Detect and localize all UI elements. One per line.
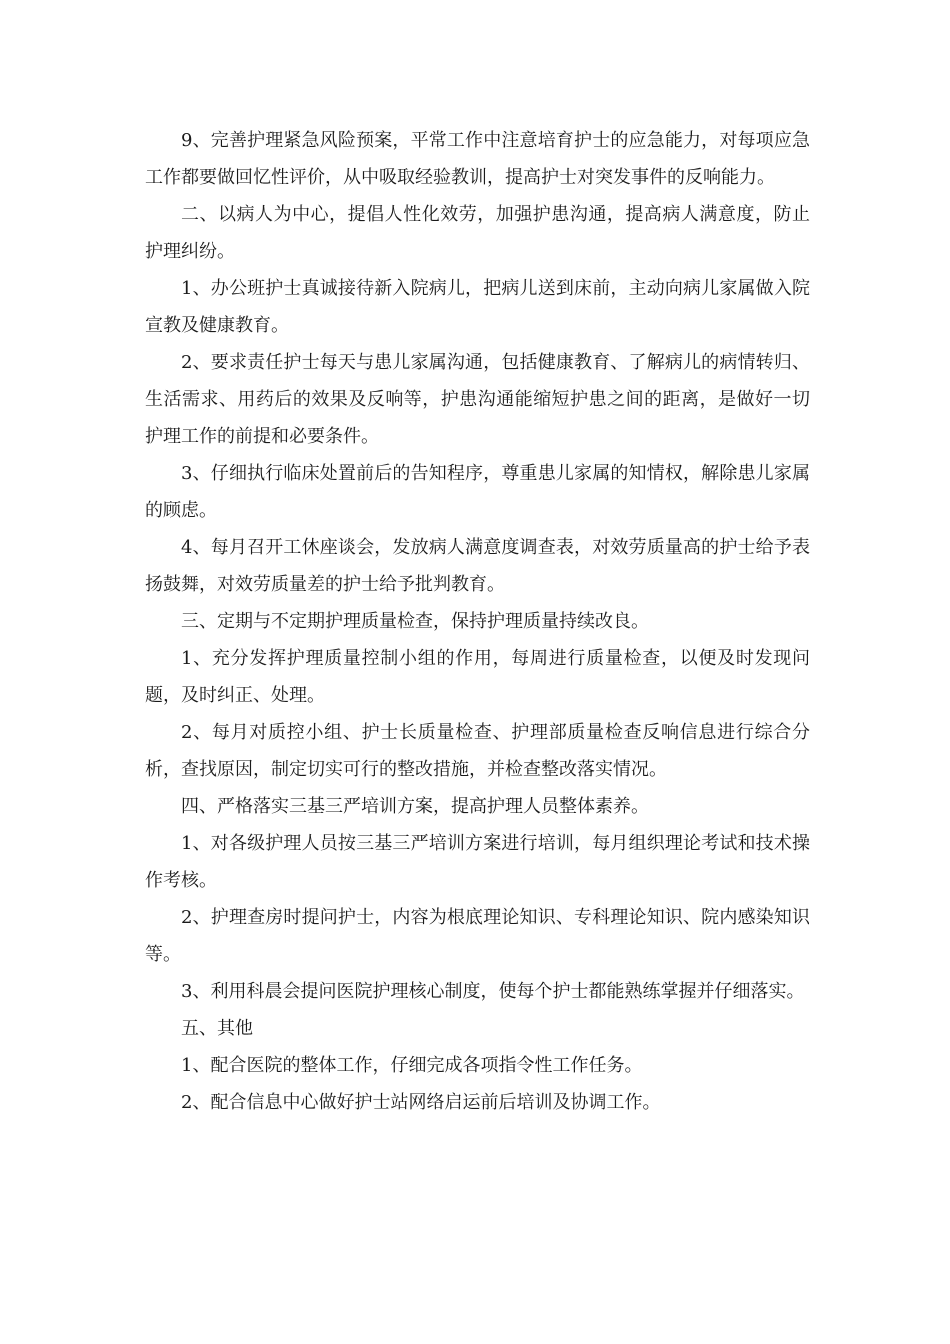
paragraph-item-2-communication: 2、要求责任护士每天与患儿家属沟通，包括健康教育、了解病儿的病情转归、生活需求、用药后的效果及反响等，护患沟通能缩短护患之间的距离，是做好一切护理工作的前提和必要条件。	[145, 352, 810, 447]
paragraph-item-3-informed-consent: 3、仔细执行临床处置前后的告知程序，尊重患儿家属的知情权，解除患儿家属的顾虑。	[145, 463, 810, 521]
section-heading-5-other: 五、其他	[181, 1018, 253, 1039]
section-heading-3-quality-check: 三、定期与不定期护理质量检查，保持护理质量持续改良。	[181, 611, 649, 632]
section-heading-4-training: 四、严格落实三基三严培训方案，提高护理人员整体素养。	[181, 796, 649, 817]
paragraph-item-4-satisfaction-survey: 4、每月召开工休座谈会，发放病人满意度调查表，对效劳质量高的护士给予表扬鼓舞，对效劳质量差的护士给予批判教育。	[145, 537, 810, 595]
paragraph-item-9-emergency-plan: 9、完善护理紧急风险预案，平常工作中注意培育护士的应急能力，对每项应急工作都要做回忆性评价，从中吸取经验教训，提高护士对突发事件的反响能力。	[145, 130, 810, 188]
paragraph-item-3-morning-meeting: 3、利用科晨会提问医院护理核心制度，使每个护士都能熟练掌握并仔细落实。	[181, 981, 805, 1002]
paragraph-item-1-admission: 1、办公班护士真诚接待新入院病儿，把病儿送到床前，主动向病儿家属做入院宣教及健康教育。	[145, 278, 810, 336]
section-heading-2-patient-centered: 二、以病人为中心，提倡人性化效劳，加强护患沟通，提高病人满意度，防止护理纠纷。	[145, 204, 810, 262]
paragraph-item-1-quality-group: 1、充分发挥护理质量控制小组的作用，每周进行质量检查，以便及时发现问题，及时纠正、处理。	[145, 648, 810, 706]
document-body	[145, 122, 810, 1121]
paragraph-item-2-ward-round: 2、护理查房时提问护士，内容为根底理论知识、专科理论知识、院内感染知识等。	[145, 907, 810, 965]
paragraph-item-2-monthly-analysis: 2、每月对质控小组、护士长质量检查、护理部质量检查反响信息进行综合分析，查找原因，制定切实可行的整改措施，并检查整改落实情况。	[145, 722, 810, 780]
paragraph-item-1-training-plan: 1、对各级护理人员按三基三严培训方案进行培训，每月组织理论考试和技术操作考核。	[145, 833, 810, 891]
paragraph-item-2-network-training: 2、配合信息中心做好护士站网络启运前后培训及协调工作。	[181, 1092, 661, 1113]
paragraph-item-1-hospital-work: 1、配合医院的整体工作，仔细完成各项指令性工作任务。	[181, 1055, 643, 1076]
